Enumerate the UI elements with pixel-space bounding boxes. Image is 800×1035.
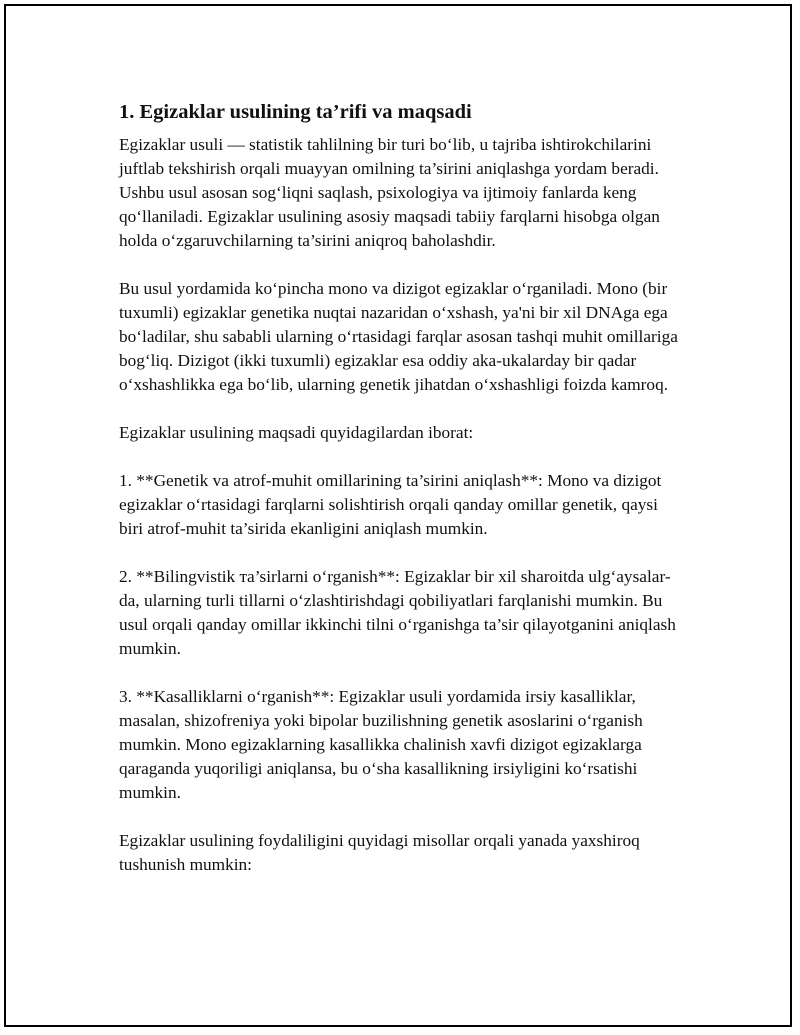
paragraph-definition: Egizaklar usuli — statistik tahlilning bir turi bo‘lib, u tajriba ishtirokchilarini juftlab tekshirish orqali muayyan omilning ta’sirini aniqlashga yordam beradi. Ushbu usul asosan sog‘liqni saqlash, psixologiya va ijtimoiy fanlarda keng qo‘llaniladi. Egizaklar usulining asosiy maqsadi tabiiy farqlarni hisobga olgan holda o‘zgaruvchilarning ta’sirini aniqroq baholashdir. bbox=[119, 135, 660, 250]
paragraph-twin-types: Bu usul yordamida ko‘pincha mono va dizigot egizaklar o‘rganiladi. Mono (bir tuxumli) egizaklar genetika nuqtai nazaridan o‘xshash, ya'ni bir xil DNAga ega bo‘ladilar, shu sababli ularning o‘rtasidagi farqlar asosan tashqi muhit omillariga bog‘liq. Dizigot (ikki tuxumli) egizaklar esa oddiy aka-ukalarday bir qadar o‘xshashlikka ega bo‘lib, ularning genetik jihatdan o‘xshashligi foizda kamroq. bbox=[119, 279, 678, 394]
paragraph-goals-intro: Egizaklar usulining maqsadi quyidagilardan iborat: bbox=[119, 423, 474, 442]
list-item-diseases: 3. **Kasalliklarni o‘rganish**: Egizaklar usuli yordamida irsiy kasalliklar, masalan, shizofreniya yoki bipolar buzilishning genetik asoslarini o‘rganish mumkin. Mono egizaklarning kasallikka chalinish xavfi dizigot egizaklarga qaraganda yuqoriligi aniqlansa, bu o‘sha kasallikning irsiyligini ko‘rsatishi mumkin. bbox=[119, 687, 643, 802]
paragraph-examples-intro: Egizaklar usulining foydaliligini quyidagi misollar orqali yanada yaxshiroq tushunish mumkin: bbox=[119, 831, 640, 874]
document-body bbox=[119, 99, 679, 901]
list-item-bilingual: 2. **Bilingvistik тa’sirlarni o‘rganish**: Egizaklar bir xil sharoitda ulg‘aysalar-da, ularning turli tillarni o‘zlashtirishdagi qobiliyatlari farqlanishi mumkin. Bu usul orqali qanday omillar ikkinchi tilni o‘rganishga ta’sir qilayotganini aniqlash mumkin. bbox=[119, 567, 676, 658]
document-page bbox=[4, 4, 792, 1027]
section-heading: 1. Egizaklar usulining ta’rifi va maqsadi bbox=[119, 101, 472, 123]
list-item-genetic: 1. **Genetik va atrof-muhit omillarining ta’sirini aniqlash**: Mono va dizigot egizaklar o‘rtasidagi farqlarni solishtirish orqali qanday omillar genetik, qaysi biri atrof-muhit ta’sirida ekanligini aniqlash mumkin. bbox=[119, 471, 662, 538]
